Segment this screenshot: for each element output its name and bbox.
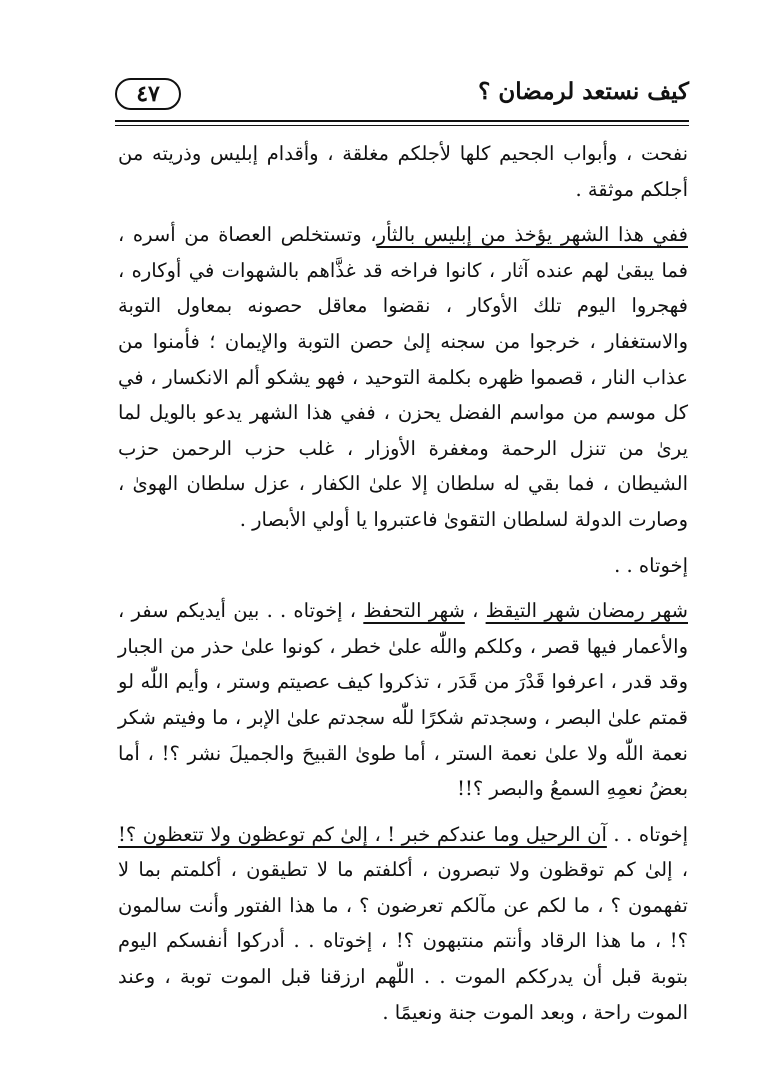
paragraph-5-text: ، إلىٰ كم توقظون ولا تبصرون ، أكلفتم ما لا تطيقون ، أكلمتم بما لا تفهمون ؟ ، ما لكم عن مآلكم تعرضون ؟ ، ما هذا الفتور وأنت سالمون ؟! ، ما هذا الرقاد وأنتم منتبهون ؟! ، إخوتاه . . أدركوا أنفسكم اليوم بتوبة قبل أن يدرككم الموت . . اللّٰهم ارزقنا قبل الموت توبة ، وعند الموت راحة ، وبعد الموت جنة ونعيمًا .: [118, 858, 688, 1024]
separator-text: ،: [464, 599, 486, 623]
paragraph-3: إخوتاه . .: [614, 553, 688, 577]
paragraph-2: [118, 217, 688, 537]
paragraph-4-text: ، إخوتاه . . بين أيديكم سفر ، والأعمار فيها قصر ، وكلكم واللّٰه علىٰ خطر ، كونوا علىٰ حذر من الجبار وقد قدر ، اعرفوا قَدْرَ من قَدَر ، تذكروا كيف عصيتم وستر ، وأيم اللّٰه لو قمتم علىٰ البصر ، وسجدتم شكرًا للّٰه سجدتم علىٰ الإبر ، ما وفيتم شكر نعمة اللّٰه ولا علىٰ نعمة الستر ، أما طوىٰ القبيحَ والجميلَ نشر ؟! ، أما بعضُ نعمِهِ السمعُ والبصر ؟!!: [118, 599, 688, 801]
underlined-phrase: شهر رمضان شهر التيقظ: [485, 599, 688, 623]
paragraph-1: نفحت ، وأبواب الجحيم كلها لأجلكم مغلقة ، وأقدام إبليس وذريته من أجلكم موثقة .: [118, 142, 688, 201]
paragraph-2-text: ، وتستخلص العصاة من أسره ، فما يبقىٰ لهم عنده آثار ، كانوا فراخه قد غذَّاهم بالشهوات في أوكاره ، فهجروا اليوم تلك الأوكار ، نقضوا معاقل حصونه بمعاول التوبة والاستغفار ، خرجوا من سجنه إلىٰ حصن التوبة والإيمان ؛ فأمنوا من عذاب النار ، قصموا ظهره بكلمة التوحيد ، فهو يشكو ألم الانكسار ، في كل موسم من مواسم الفضل يحزن ، ففي هذا الشهر يدعو بالويل لما يرىٰ من تنزل الرحمة ومغفرة الأوزار ، غلب حزب الرحمن حزب الشيطان ، فما بقي له سلطان إلا علىٰ الكفار ، عزل سلطان الهوىٰ ، وصارت الدولة لسلطان التقوىٰ فاعتبروا يا أولي الأبصار .: [118, 223, 688, 531]
page-number-badge: ٤٧: [115, 78, 181, 110]
header-rule-thin: [115, 125, 689, 126]
paragraph-5-start: إخوتاه . .: [606, 822, 689, 846]
header-rule-thick: [115, 120, 689, 122]
page-header: [115, 74, 689, 118]
underlined-phrase: شهر التحفظ: [363, 599, 465, 623]
paragraph-4: [118, 593, 688, 807]
page-body: [118, 136, 688, 1030]
running-title: كيف نستعد لرمضان ؟: [478, 78, 689, 105]
underlined-phrase: آن الرحيل وما عندكم خبر ! ، إلىٰ كم توعظون ولا تتعظون ؟!: [118, 822, 607, 846]
paragraph-5: [118, 817, 688, 1031]
underlined-phrase: ففي هذا الشهر يؤخذ من إبليس بالثأر: [376, 223, 688, 247]
